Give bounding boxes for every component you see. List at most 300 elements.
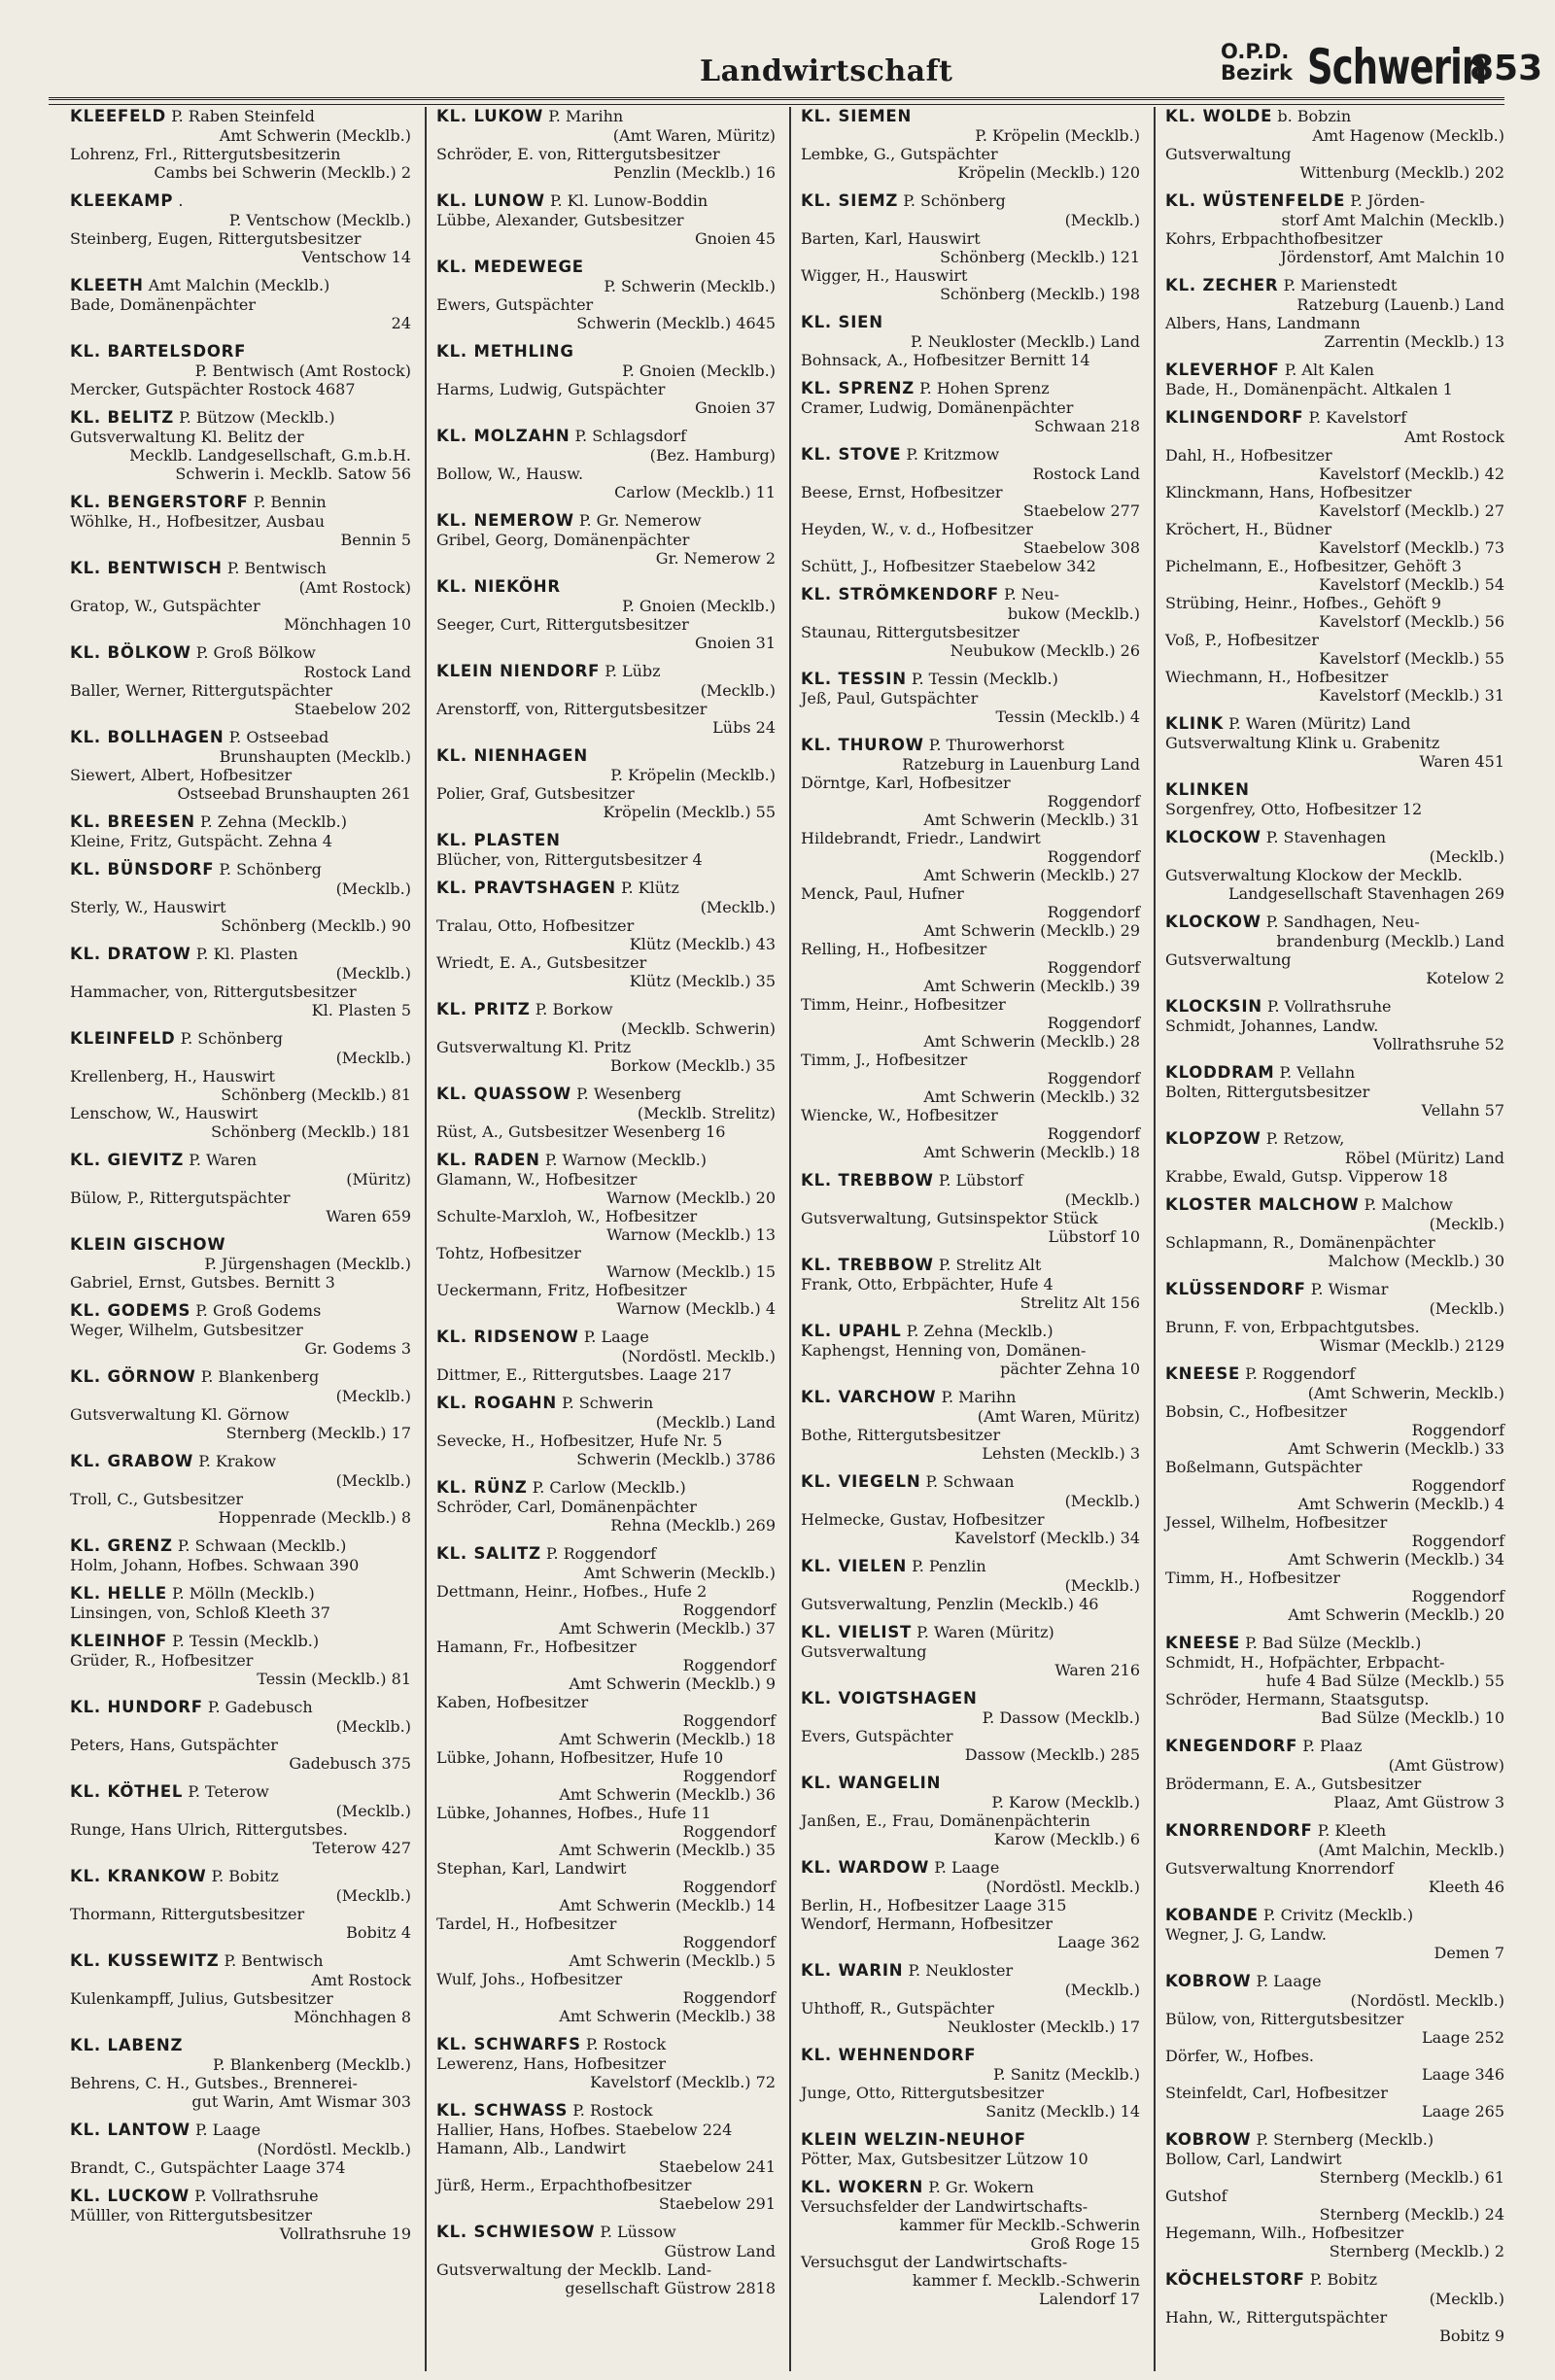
place-entry xyxy=(70,1367,411,1442)
person-name: Mülller, von Rittergutsbesitzer xyxy=(70,2206,312,2225)
person-name: Schröder, Carl, Domänenpächter xyxy=(436,1498,697,1516)
place-heading xyxy=(70,1029,411,1049)
place-subline: Amt Rostock xyxy=(311,1971,411,1989)
person-listing xyxy=(1165,1402,1504,1439)
place-subline: Röbel (Müritz) Land xyxy=(1344,1149,1504,1167)
person-location: Dassow (Mecklb.) 285 xyxy=(964,1745,1140,1764)
person-listing xyxy=(70,465,411,483)
place-entry xyxy=(1165,913,1504,987)
person-listing xyxy=(801,1914,1140,1951)
person-listing xyxy=(1165,668,1504,705)
post-office: P. Sandhagen, Neu- xyxy=(1261,913,1420,931)
place-subline: (Mecklb.) xyxy=(1429,1215,1504,1233)
person-listing xyxy=(70,2158,411,2177)
person-location: Ostseebad Brunshaupten 261 xyxy=(177,784,411,803)
place-entry xyxy=(436,1151,776,1318)
person-location: Groß Roge 15 xyxy=(1030,2234,1140,2253)
place-heading xyxy=(801,1388,1140,1407)
place-entry xyxy=(70,2187,411,2243)
place-name: KL. WARDOW xyxy=(801,1858,930,1877)
place-entry xyxy=(1165,997,1504,1053)
post-office: P. Marihn xyxy=(936,1388,1017,1406)
person-location: Laage 346 xyxy=(1421,2065,1504,2084)
place-name: KLINGENDORF xyxy=(1165,408,1304,427)
place-heading xyxy=(70,1951,411,1971)
place-heading xyxy=(436,342,776,362)
place-name: KL. TESSIN xyxy=(801,670,907,688)
place-subline: Güstrow Land xyxy=(664,2242,776,2260)
post-office: P. Bennin xyxy=(248,493,327,511)
person-name: Lohrenz, Frl., Rittergutsbesitzerin xyxy=(70,145,341,163)
person-name: Jürß, Herm., Erpachthofbesitzer xyxy=(436,2176,692,2194)
person-name: Kaphengst, Henning von, Domänen- xyxy=(801,1341,1087,1360)
person-listing xyxy=(801,2197,1140,2234)
person-name: Ueckermann, Fritz, Hofbesitzer xyxy=(436,1281,687,1299)
person-listing xyxy=(801,351,1140,369)
person-location: Amt Schwerin (Mecklb.) 18 xyxy=(923,1143,1140,1161)
person-listing xyxy=(801,229,1140,266)
place-subline: P. Kröpelin (Mecklb.) xyxy=(975,126,1140,145)
place-heading xyxy=(1165,2130,1504,2150)
person-location: Warnow (Mecklb.) 13 xyxy=(606,1225,776,1244)
place-heading xyxy=(70,1584,411,1604)
person-name: Timm, J., Hofbesitzer xyxy=(801,1051,968,1069)
place-name: KLEIN NIENDORF xyxy=(436,662,601,680)
person-listing xyxy=(801,829,1140,866)
person-listing xyxy=(801,2290,1140,2308)
person-name: Wiencke, W., Hofbesitzer xyxy=(801,1106,998,1124)
place-heading xyxy=(436,879,776,898)
post-office: P. Hohen Sprenz xyxy=(915,379,1050,397)
place-entry xyxy=(1165,1063,1504,1120)
place-heading xyxy=(70,1536,411,1556)
person-listing xyxy=(70,1604,411,1622)
place-entry xyxy=(1165,1195,1504,1270)
person-name: Thormann, Rittergutsbesitzer xyxy=(70,1905,305,1923)
person-name: Voß, P., Hofbesitzer xyxy=(1165,631,1319,649)
person-listing xyxy=(70,1405,411,1442)
person-listing xyxy=(436,1785,776,1804)
person-listing xyxy=(1165,446,1504,483)
place-heading xyxy=(801,2130,1140,2150)
person-listing xyxy=(801,2253,1140,2290)
person-name: Dittmer, E., Rittergutsbes. Laage 217 xyxy=(436,1365,732,1384)
place-entry xyxy=(70,860,411,935)
place-entry xyxy=(70,2121,411,2177)
person-location: Gnoien 45 xyxy=(694,229,776,248)
place-entry xyxy=(801,1322,1140,1378)
place-subline: (Amt Güstrow) xyxy=(1388,1756,1504,1775)
place-name: KL. KRANKOW xyxy=(70,1867,207,1885)
place-entry xyxy=(436,342,776,417)
person-name: Kohrs, Erbpachthofbesitzer xyxy=(1165,229,1383,248)
district-city: Schwerin xyxy=(1307,39,1487,95)
person-name: Hammacher, von, Rittergutsbesitzer xyxy=(70,983,357,1001)
post-office: P. Kavelstorf xyxy=(1303,408,1407,427)
place-heading xyxy=(801,1322,1140,1341)
person-location: Amt Schwerin (Mecklb.) 32 xyxy=(923,1087,1140,1106)
person-listing xyxy=(801,557,1140,575)
post-office: P. Marihn xyxy=(543,107,624,125)
person-listing xyxy=(70,1651,411,1688)
person-name: Bolten, Rittergutsbesitzer xyxy=(1165,1083,1370,1101)
person-listing xyxy=(436,1896,776,1914)
person-listing xyxy=(801,2150,1140,2168)
person-location: Amt Schwerin (Mecklb.) 35 xyxy=(559,1841,776,1859)
place-heading xyxy=(801,736,1140,755)
header-rule xyxy=(49,97,1504,105)
person-location: Landgesellschaft Stavenhagen 269 xyxy=(1227,884,1504,903)
place-entry xyxy=(436,1544,776,2025)
person-name: Dahl, H., Hofbesitzer xyxy=(1165,446,1332,465)
post-office: P. Waren (Müritz) xyxy=(912,1623,1054,1641)
person-location: Roggendorf xyxy=(1411,1476,1504,1495)
place-name: KL. LUKOW xyxy=(436,107,544,125)
place-entry xyxy=(1165,1906,1504,1962)
person-location: hufe 4 Bad Sülze (Mecklb.) 55 xyxy=(1265,1672,1504,1690)
place-name: KL. BÖLKOW xyxy=(70,643,191,662)
person-name: Gratop, W., Gutspächter xyxy=(70,597,260,615)
person-listing xyxy=(70,1189,411,1225)
person-name: Schlapmann, R., Domänenpächter xyxy=(1165,1233,1435,1252)
place-name: KL. SALITZ xyxy=(436,1544,541,1563)
person-name: Dörntge, Karl, Hofbesitzer xyxy=(801,774,1011,792)
person-location: Strelitz Alt 156 xyxy=(1019,1293,1140,1312)
place-heading xyxy=(801,1774,1140,1793)
place-heading xyxy=(1165,828,1504,847)
place-entry xyxy=(70,643,411,718)
person-name: Polier, Graf, Gutsbesitzer xyxy=(436,784,635,803)
person-location: Roggendorf xyxy=(682,1711,776,1730)
person-listing xyxy=(801,1896,1140,1914)
place-name: KL. RÜNZ xyxy=(436,1478,528,1497)
post-office: P. Gr. Nemerow xyxy=(573,511,702,530)
person-location: Roggendorf xyxy=(682,1988,776,2007)
place-name: KL. VARCHOW xyxy=(801,1388,937,1406)
place-subline: Rostock Land xyxy=(303,663,411,681)
place-heading xyxy=(436,427,776,446)
person-location: Kl. Plasten 5 xyxy=(311,1001,411,1019)
person-location: Zarrentin (Mecklb.) 13 xyxy=(1324,332,1504,351)
place-entry xyxy=(70,728,411,803)
place-name: KL. BOLLHAGEN xyxy=(70,728,225,746)
post-office: P. Teterow xyxy=(183,1782,269,1801)
column-2 xyxy=(425,107,789,2371)
person-listing xyxy=(801,1087,1140,1106)
place-heading xyxy=(1165,1364,1504,1384)
person-location: Staebelow 291 xyxy=(658,2194,776,2213)
person-location: Neukloster (Mecklb.) 17 xyxy=(948,2018,1140,2036)
place-entry xyxy=(70,107,411,182)
place-name: KL. SIEMEN xyxy=(801,107,913,125)
post-office: P. Ostseebad xyxy=(224,728,329,746)
person-listing xyxy=(1165,734,1504,771)
person-name: Tardel, H., Hofbesitzer xyxy=(436,1914,617,1933)
person-name: Lewerenz, Hans, Hofbesitzer xyxy=(436,2054,666,2073)
post-office: P. Roggendorf xyxy=(540,1544,657,1563)
person-listing xyxy=(801,811,1140,829)
page-header xyxy=(58,33,1543,101)
person-listing xyxy=(801,995,1140,1032)
place-subline: (Amt Rostock) xyxy=(298,578,411,597)
place-subline: (Mecklb.) xyxy=(335,964,411,983)
person-listing xyxy=(436,1730,776,1748)
post-office: P. Schwaan (Mecklb.) xyxy=(172,1536,347,1555)
place-name: KL. GODEMS xyxy=(70,1301,191,1320)
person-name: Brandt, C., Gutspächter Laage 374 xyxy=(70,2158,346,2177)
person-listing xyxy=(1165,1495,1504,1513)
place-name: KL. TREBBOW xyxy=(801,1171,934,1190)
place-name: KL. PLASTEN xyxy=(436,831,561,849)
place-heading xyxy=(436,1000,776,1019)
place-heading xyxy=(801,585,1140,604)
person-location: Vellahn 57 xyxy=(1421,1101,1504,1120)
place-entry xyxy=(436,746,776,821)
person-name: Gutsverwaltung Knorrendorf xyxy=(1165,1859,1395,1878)
place-name: KL. WEHNENDORF xyxy=(801,2046,977,2064)
person-location: Wittenburg (Mecklb.) 202 xyxy=(1299,163,1504,182)
post-office: P. Neu- xyxy=(998,585,1059,604)
person-location: Kröpelin (Mecklb.) 120 xyxy=(957,163,1140,182)
person-location: gesellschaft Güstrow 2818 xyxy=(565,2279,776,2297)
place-subline: (Mecklb.) xyxy=(1064,1492,1140,1510)
person-name: Lübke, Johann, Hofbesitzer, Hufe 10 xyxy=(436,1748,724,1767)
place-name: KLEEFELD xyxy=(70,107,166,125)
person-location: Kavelstorf (Mecklb.) 73 xyxy=(1319,538,1504,557)
person-location: Amt Schwerin (Mecklb.) 9 xyxy=(569,1674,776,1693)
place-entry xyxy=(1165,714,1504,771)
place-entry xyxy=(436,1394,776,1468)
place-entry xyxy=(1165,107,1504,182)
person-location: Amt Schwerin (Mecklb.) 34 xyxy=(1288,1550,1504,1569)
place-heading xyxy=(1165,1737,1504,1756)
person-name: Gabriel, Ernst, Gutsbes. Bernitt 3 xyxy=(70,1273,335,1292)
person-location: Rehna (Mecklb.) 269 xyxy=(610,1516,776,1535)
place-heading xyxy=(801,191,1140,211)
person-listing xyxy=(1165,145,1504,182)
person-location: Vollrathsruhe 19 xyxy=(279,2225,411,2243)
person-listing xyxy=(1165,2224,1504,2260)
place-heading xyxy=(1165,780,1504,800)
place-entry xyxy=(436,511,776,568)
person-listing xyxy=(70,681,411,718)
person-location: Sternberg (Mecklb.) 61 xyxy=(1319,2168,1504,2187)
post-office: P. Laage xyxy=(190,2121,261,2139)
person-name: Brödermann, E. A., Gutsbesitzer xyxy=(1165,1775,1422,1793)
person-location: Laage 265 xyxy=(1421,2102,1504,2121)
place-heading xyxy=(436,831,776,850)
place-heading xyxy=(436,2101,776,2121)
place-name: KL. METHLING xyxy=(436,342,574,361)
place-subline: P. Schwerin (Mecklb.) xyxy=(604,277,776,295)
person-location: Schönberg (Mecklb.) 181 xyxy=(211,1122,411,1141)
person-listing xyxy=(70,2074,411,2111)
place-name: KLOSTER MALCHOW xyxy=(1165,1195,1360,1214)
person-location: Gr. Godems 3 xyxy=(304,1339,411,1358)
place-entry xyxy=(801,1774,1140,1848)
person-listing xyxy=(801,2084,1140,2121)
place-name: KLOCKOW xyxy=(1165,828,1261,846)
person-listing xyxy=(1165,1439,1504,1458)
post-office: P. Stavenhagen xyxy=(1261,828,1387,846)
place-heading xyxy=(1165,361,1504,380)
post-office: P. Wismar xyxy=(1305,1280,1389,1298)
person-listing xyxy=(436,953,776,990)
place-subline: (Amt Waren, Müritz) xyxy=(977,1407,1140,1426)
person-location: Bad Sülze (Mecklb.) 10 xyxy=(1321,1708,1504,1727)
place-heading xyxy=(70,1698,411,1717)
post-office: P. Schönberg xyxy=(175,1029,284,1048)
person-name: Gutsverwaltung, Gutsinspektor Stück xyxy=(801,1209,1098,1227)
person-listing xyxy=(436,1281,776,1318)
place-entry xyxy=(70,559,411,634)
person-listing xyxy=(70,832,411,850)
person-location: Gr. Nemerow 2 xyxy=(655,549,776,568)
post-office: P. Vellahn xyxy=(1274,1063,1356,1082)
place-name: KL. WANGELIN xyxy=(801,1774,942,1792)
place-heading xyxy=(801,1557,1140,1576)
place-name: KL. PRAVTSHAGEN xyxy=(436,879,616,897)
place-entry xyxy=(801,2130,1140,2168)
place-subline: Amt Rostock xyxy=(1404,428,1504,446)
place-heading xyxy=(1165,714,1504,734)
person-listing xyxy=(436,1914,776,1951)
place-name: KL. LUNOW xyxy=(436,191,545,210)
person-listing xyxy=(1165,520,1504,557)
person-name: Hahn, W., Rittergutspächter xyxy=(1165,2308,1388,2327)
place-entry xyxy=(801,191,1140,303)
person-name: Klinckmann, Hans, Hofbesitzer xyxy=(1165,483,1412,501)
person-name: Staunau, Rittergutsbesitzer xyxy=(801,623,1019,641)
person-listing xyxy=(436,700,776,737)
column-4 xyxy=(1154,107,1518,2371)
place-subline: (Mecklb. Schwerin) xyxy=(621,1019,776,1038)
place-subline: P. Gnoien (Mecklb.) xyxy=(622,362,776,380)
place-heading xyxy=(1165,1195,1504,1215)
person-location: Hoppenrade (Mecklb.) 8 xyxy=(218,1508,411,1527)
person-location: Bobitz 9 xyxy=(1439,2327,1504,2345)
person-listing xyxy=(436,2176,776,2213)
columns xyxy=(60,107,1518,2371)
person-listing xyxy=(70,1556,411,1574)
place-heading xyxy=(801,1472,1140,1492)
person-listing xyxy=(436,1804,776,1841)
place-heading xyxy=(70,191,411,211)
place-subline: (Mecklb.) xyxy=(1064,1190,1140,1209)
bezirk-label: Bezirk xyxy=(1221,61,1293,85)
place-entry xyxy=(436,1478,776,1535)
person-listing xyxy=(1165,1318,1504,1355)
person-listing xyxy=(1165,1775,1504,1811)
person-location: Plaaz, Amt Güstrow 3 xyxy=(1333,1793,1504,1811)
place-subline: P. Blankenberg (Mecklb.) xyxy=(212,2055,411,2074)
person-location: Cambs bei Schwerin (Mecklb.) 2 xyxy=(154,163,411,182)
person-location: Sanitz (Mecklb.) 14 xyxy=(985,2102,1140,2121)
post-office: P. Klütz xyxy=(615,879,679,897)
person-listing xyxy=(801,1209,1140,1246)
place-heading xyxy=(70,1151,411,1170)
person-name: Blücher, von, Rittergutsbesitzer 4 xyxy=(436,850,703,869)
place-subline: (Mecklb.) xyxy=(1429,1299,1504,1318)
place-subline: (Mecklb.) xyxy=(1064,211,1140,229)
place-name: KL. VOIGTSHAGEN xyxy=(801,1689,978,1707)
person-location: Neubukow (Mecklb.) 26 xyxy=(950,641,1140,660)
person-name: Versuchsgut der Landwirtschafts- xyxy=(801,2253,1068,2271)
person-name: Berlin, H., Hofbesitzer Laage 315 xyxy=(801,1896,1067,1914)
place-name: KLEIN WELZIN-NEUHOF xyxy=(801,2130,1026,2149)
post-office: P. Tessin (Mecklb.) xyxy=(167,1632,320,1650)
place-entry xyxy=(70,1782,411,1857)
place-entry xyxy=(801,1623,1140,1679)
person-location: Kavelstorf (Mecklb.) 54 xyxy=(1319,575,1504,594)
person-listing xyxy=(801,774,1140,811)
person-name: Frank, Otto, Erbpächter, Hufe 4 xyxy=(801,1275,1054,1293)
person-location: Amt Schwerin (Mecklb.) 28 xyxy=(923,1032,1140,1051)
place-subline: brandenburg (Mecklb.) Land xyxy=(1276,932,1504,950)
place-entry xyxy=(801,1256,1140,1312)
place-heading xyxy=(801,1689,1140,1708)
person-listing xyxy=(436,531,776,568)
person-name: Bollow, W., Hausw. xyxy=(436,465,584,483)
person-listing xyxy=(1165,1083,1504,1120)
person-name: Gutsverwaltung der Mecklb. Land- xyxy=(436,2260,712,2279)
person-listing xyxy=(436,1365,776,1384)
place-subline: (Mecklb.) xyxy=(700,898,776,916)
person-listing xyxy=(801,2234,1140,2253)
post-office: P. Bentwisch xyxy=(222,559,327,577)
place-subline: (Mecklb. Strelitz) xyxy=(637,1104,776,1122)
place-entry xyxy=(70,1867,411,1942)
person-name: Gutsverwaltung xyxy=(801,1642,927,1661)
place-name: KL. WARIN xyxy=(801,1961,904,1980)
person-location: Gnoien 31 xyxy=(694,634,776,652)
post-office: P. Schlagsdorf xyxy=(570,427,686,445)
place-name: KL. SCHWASS xyxy=(436,2101,569,2120)
place-entry xyxy=(1165,1129,1504,1186)
person-location: Amt Schwerin (Mecklb.) 29 xyxy=(923,921,1140,940)
post-office: P. Bobitz xyxy=(1304,2270,1378,2289)
person-name: Boßelmann, Gutspächter xyxy=(1165,1458,1363,1476)
place-heading xyxy=(70,342,411,362)
place-heading xyxy=(1165,1280,1504,1299)
person-location: Penzlin (Mecklb.) 16 xyxy=(613,163,776,182)
place-name: KL. PRITZ xyxy=(436,1000,531,1018)
person-location: Schwerin i. Mecklb. Satow 56 xyxy=(175,465,411,483)
place-subline: (Nordöstl. Mecklb.) xyxy=(1350,1991,1504,2010)
place-entry xyxy=(70,1951,411,2026)
person-listing xyxy=(801,145,1140,182)
person-name: Behrens, C. H., Gutsbes., Brennerei- xyxy=(70,2074,358,2092)
person-listing xyxy=(436,1170,776,1207)
place-heading xyxy=(70,1867,411,1886)
person-name: Versuchsfelder der Landwirtschafts- xyxy=(801,2197,1088,2216)
place-heading xyxy=(801,107,1140,126)
person-location: kammer f. Mecklb.-Schwerin xyxy=(912,2271,1140,2290)
opd-label: O.P.D. xyxy=(1221,40,1290,63)
post-office: P. Schwaan xyxy=(920,1472,1015,1491)
place-entry xyxy=(436,258,776,332)
post-office: P. Lüssow xyxy=(595,2223,676,2241)
place-name: KL. BREESEN xyxy=(70,812,195,831)
place-heading xyxy=(801,1171,1140,1190)
person-name: Gutsverwaltung xyxy=(1165,950,1292,969)
person-listing xyxy=(1165,483,1504,520)
place-entry xyxy=(801,1961,1140,2036)
place-name: KNEESE xyxy=(1165,1634,1241,1652)
person-location: Amt Schwerin (Mecklb.) 20 xyxy=(1288,1605,1504,1624)
place-entry xyxy=(436,2223,776,2297)
place-entry xyxy=(70,812,411,850)
